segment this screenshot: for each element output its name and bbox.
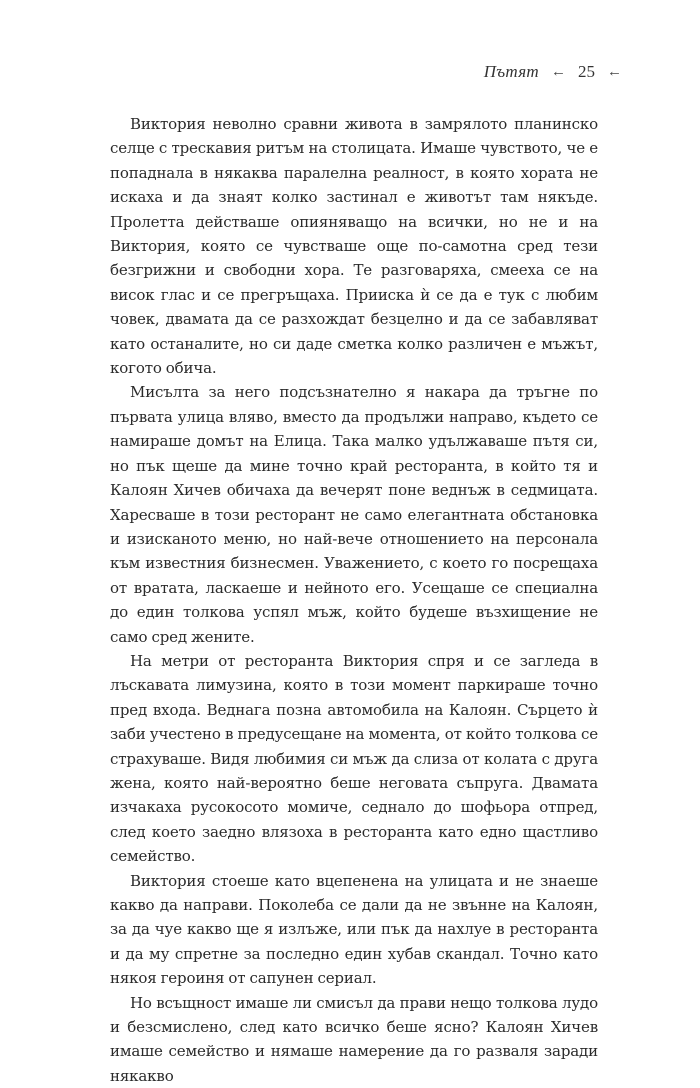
running-header [484, 62, 622, 82]
body-text [110, 112, 598, 1088]
page-number: 25 [578, 62, 595, 81]
left-arrow-icon: ← [551, 63, 566, 80]
paragraph: Виктория стоеше като вцепенена на улицата и не знаеше какво да направи. Поколеба се дали да не звънне на Калоян, за да чуе какво ще я излъже, или пък да нахлуе в ресторанта и да му спретне за последно един хубав скандал. Точно като някоя героиня от сапунен сериал. [110, 871, 598, 988]
paragraph: Мисълта за него подсъзнателно я накара да тръгне по първата улица вляво, вместо да продължи направо, където се намираше домът на Елица. Така малко удължаваше пътя си, но пък щеше да мине точно край ресторанта, в който тя и Калоян Хичев обичаха да вечерят поне веднъж в седмицата. Харесваше в този ресторант не само елегантната обстановка и изисканото меню, но най-вече отношението на персонала към известния бизнесмен. Уважението, с което го посрещаха от вратата, ласкаеше и нейното его. Усещаше се специална до един толкова успял мъж, който будеше възхищение не само сред жените. [110, 383, 598, 646]
paragraph: На метри от ресторанта Виктория спря и се загледа в лъскавата лимузина, която в този момент паркираше точно пред входа. Веднага позна автомобила на Калоян. Сърцето ѝ заби учестено в предусещане на момента, от който толкова се страхуваше. Видя любимия си мъж да слиза от колата с друга жена, която най-вероятно беше неговата съпруга. Двамата изчакаха русокосото момиче, седнало до шофьора отпред, след което заедно влязоха в ресторанта като едно щастливо семейство. [110, 651, 598, 866]
left-arrow-icon: ← [607, 63, 622, 80]
paragraph: Но всъщност имаше ли смисъл да прави нещо толкова лудо и безсмислено, след като всичко беше ясно? Калоян Хичев имаше семейство и нямаше намерение да го разваля заради някакво [110, 993, 598, 1085]
paragraph: Виктория неволно сравни живота в замрялото планинско селце с трескавия ритъм на столицата. Имаше чувството, че е попаднала в някаква паралелна реалност, в която хората не искаха и да знаят колко застинал е животът там някъде. Пролетта действаше опияняващо на всички, но не и на Виктория, която се чувстваше още по-самотна сред тези безгрижни и свободни хора. Те разговаряха, смееха се на висок глас и се прегръщаха. Прииска ѝ се да е тук с любим човек, двамата да се разхождат безцелно и да се забавляват като останалите, но си даде сметка колко различен е мъжът, когото обича. [110, 115, 598, 378]
chapter-title: Пътят [483, 62, 539, 81]
